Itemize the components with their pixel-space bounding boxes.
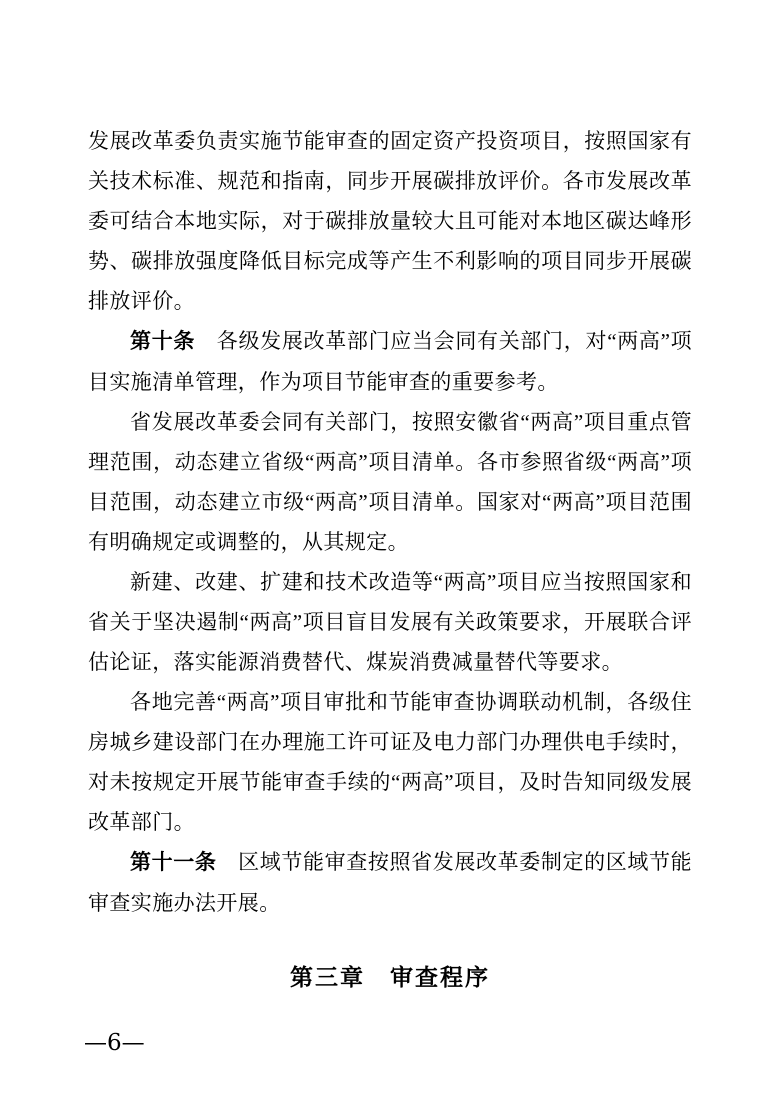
paragraph-new-projects-policy — [88, 562, 692, 682]
paragraph-text: 各地完善“两高”项目审批和节能审查协调联动机制，各级住房城乡建设部门在办理施工许可证及电力部门办理供电手续时，对未按规定开展节能审查手续的“两高”项目，及时告知同级发展改革部门。 — [88, 690, 692, 834]
paragraph-article-10 — [88, 321, 692, 402]
paragraph-text: 发展改革委负责实施节能审查的固定资产投资项目，按照国家有关技术标准、规范和指南，同步开展碳排放评价。各市发展改革委可结合本地实际，对于碳排放量较大且可能对本地区碳达峰形势、碳排放强度降低目标完成等产生不利影响的项目同步开展碳排放评价。 — [88, 129, 692, 313]
paragraph-text: 各级发展改革部门应当会同有关部门，对“两高”项目实施清单管理，作为项目节能审查的重要参考。 — [88, 329, 692, 394]
paragraph-coordination-mechanism — [88, 682, 692, 842]
paragraph-text: 新建、改建、扩建和技术改造等“两高”项目应当按照国家和省关于坚决遏制“两高”项目盲目发展有关政策要求，开展联合评估论证，落实能源消费替代、煤炭消费减量替代等要求。 — [88, 570, 692, 674]
article-10-label: 第十条 — [130, 330, 196, 353]
paragraph-article-11 — [88, 842, 692, 923]
paragraph-text: 省发展改革委会同有关部门，按照安徽省“两高”项目重点管理范围，动态建立省级“两高”项目清单。各市参照省级“两高”项目范围，动态建立市级“两高”项目清单。国家对“两高”项目范围有明确规定或调整的，从其规定。 — [88, 410, 692, 554]
page-number: —6— — [84, 1030, 145, 1056]
paragraph-provincial-list — [88, 402, 692, 562]
article-11-label: 第十一条 — [130, 851, 217, 874]
chapter-heading: 第三章 审查程序 — [290, 964, 490, 990]
paragraph-carbon-evaluation — [88, 121, 692, 321]
paragraph-text: 区域节能审查按照省发展改革委制定的区域节能审查实施办法开展。 — [88, 850, 692, 915]
document-body — [88, 121, 692, 997]
